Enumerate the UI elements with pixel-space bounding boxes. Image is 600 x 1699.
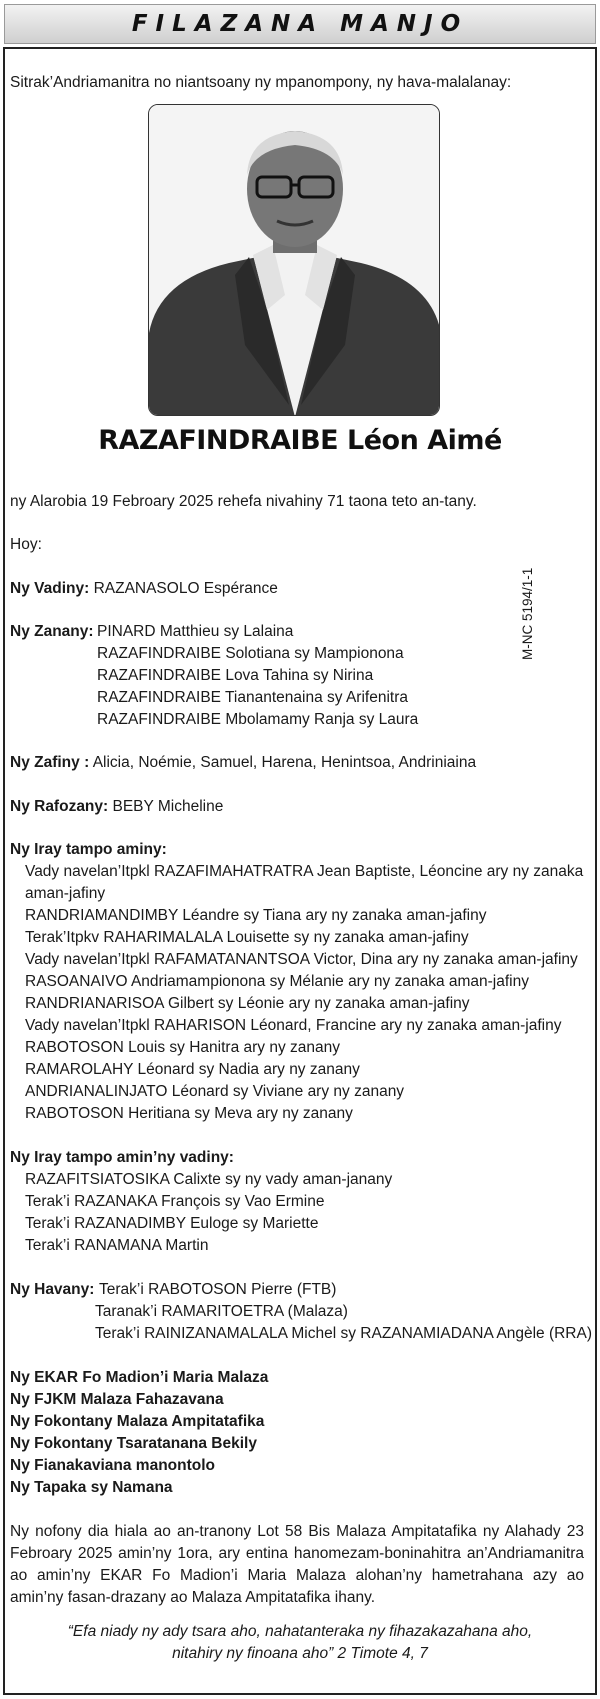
hoy-label: Hoy: [10,536,42,553]
group-item: Ny FJKM Malaza Fahazavana [10,1391,224,1408]
deceased-photo [148,104,440,416]
list-item: RAZAFINDRAIBE Solotiana sy Mampionona [97,645,404,662]
list-item: RANDRIAMANDIMBY Léandre sy Tiana ary ny zanaka aman-jafiny [25,907,487,924]
vady-line [10,578,278,600]
list-item: aman-jafiny [25,885,106,902]
list-item: RAMAROLAHY Léonard sy Nadia ary ny zanany [25,1061,360,1078]
vady-value: RAZANASOLO Espérance [93,580,278,597]
vady-label: Ny Vadiny: [10,580,90,597]
group-item: Ny Fianakaviana manontolo [10,1457,215,1474]
group-item: Ny EKAR Fo Madion’i Maria Malaza [10,1369,269,1386]
list-item: RABOTOSON Heritiana sy Meva ary ny zanany [25,1105,353,1122]
list-item: RABOTOSON Louis sy Hanitra ary ny zanany [25,1039,341,1056]
list-item: Vady navelan’Itpkl RAFAMATANANTSOA Victor, Dina ary ny zanaka aman-jafiny [25,951,578,968]
deceased-name: RAZAFINDRAIBE Léon Aimé [98,425,502,456]
quote-line-1: “Efa niady ny ady tsara aho, nahatanteraka ny fihazakazahana aho, [67,1623,533,1640]
header-banner [4,4,596,44]
list-item: RASOANAIVO Andriamampionona sy Mélanie ary ny zanaka aman-jafiny [25,973,529,990]
portrait-illustration [149,105,440,416]
death-line: ny Alarobia 19 Febroary 2025 rehefa nivahiny 71 taona teto an-tany. [10,493,477,510]
zanany-label: Ny Zanany: [10,623,94,640]
group-item: Ny Fokontany Tsaratanana Bekily [10,1435,257,1452]
list-item: Vady navelan’Itpkl RAHARISON Léonard, Francine ary ny zanaka aman-jafiny [25,1017,562,1034]
list-item: RANDRIANARISOA Gilbert sy Léonie ary ny zanaka aman-jafiny [25,995,470,1012]
iray-tampo-vady-label: Ny Iray tampo amin’ny vadiny: [10,1149,234,1166]
list-item: RAZAFINDRAIBE Tianantenaina sy Arifenitra [97,689,408,706]
quote-line-2: nitahiry ny finoana aho” 2 Timote 4, 7 [172,1645,428,1662]
zafiny-line [10,752,476,774]
list-item: RAZAFITSIATOSIKA Calixte sy ny vady aman-janany [25,1171,393,1188]
rafozany-line [10,796,223,818]
header-title: FILAZANA MANJO [131,11,469,37]
rafozany-value: BEBY Micheline [112,798,224,815]
list-item: Terak’i RABOTOSON Pierre (FTB) [99,1281,337,1298]
burial-paragraph: Ny nofony dia hiala ao an-tranony Lot 58 Bis Malaza Ampitatafika ny Alahady 23 Febroary 2025 amin’ny 1ora, ary entina hanomezam-boninahitra an’Andriamanitra ao amin’ny EKAR Fo Madion’i Maria Malaza alohan’ny hametrahana azy ao amin’ny fasan-drazany ao Malaza Ampitatafika ihany. [10,1523,584,1606]
zafiny-value: Alicia, Noémie, Samuel, Harena, Henintsoa, Andriniaina [92,754,477,771]
list-item: Terak’i RAZANADIMBY Euloge sy Mariette [25,1215,319,1232]
list-item: Terak’i RAINIZANAMALALA Michel sy RAZANAMIADANA Angèle (RRA) [95,1325,592,1342]
list-item: RAZAFINDRAIBE Mbolamamy Ranja sy Laura [97,711,419,728]
group-item: Ny Tapaka sy Namana [10,1479,173,1496]
list-item: Vady navelan’Itpkl RAZAFIMAHATRATRA Jean Baptiste, Léoncine ary ny zanaka [25,863,584,880]
iray-tampo-label: Ny Iray tampo aminy: [10,841,167,858]
list-item: RAZAFINDRAIBE Lova Tahina sy Nirina [97,667,374,684]
zafiny-label: Ny Zafiny : [10,754,90,771]
list-item: Terak’i RANAMANA Martin [25,1237,209,1254]
list-item: ANDRIANALINJATO Léonard sy Viviane ary ny zanany [25,1083,405,1100]
list-item: Terak’Itpkv RAHARIMALALA Louisette sy ny zanaka aman-jafiny [25,929,469,946]
havany-label: Ny Havany: [10,1281,95,1298]
list-item: Terak’i RAZANAKA François sy Vao Ermine [25,1193,325,1210]
rafozany-label: Ny Rafozany: [10,798,109,815]
reference-code: M-NC 5194/1-1 [520,567,535,660]
list-item: Taranak’i RAMARITOETRA (Malaza) [95,1303,348,1320]
group-item: Ny Fokontany Malaza Ampitatafika [10,1413,265,1430]
list-item: PINARD Matthieu sy Lalaina [97,623,294,640]
intro-text: Sitrak’Andriamanitra no niantsoany ny mpanompony, ny hava-malalanay: [10,74,512,91]
